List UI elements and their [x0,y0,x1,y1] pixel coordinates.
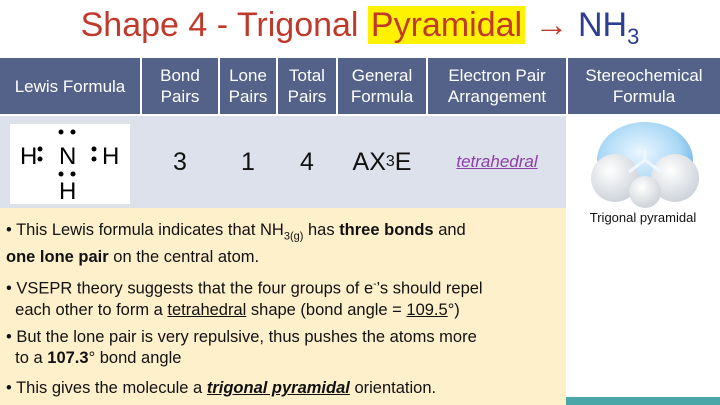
title-prefix: Shape 4 - Trigonal [80,6,368,44]
title-highlight: Pyramidal [368,6,525,44]
header-bond-pairs: Bond Pairs [142,58,218,114]
lewis-diagram [10,124,130,204]
title-formula [578,6,640,49]
note-bullet-2: • VSEPR theory suggests that the four groups of e-’s should repel each other to form a tetrahedral shape (bond angle = 109.5°) [6,279,483,319]
general-formula-sub: 3 [385,153,395,170]
note-bullet-4: • This gives the molecule a trigonal pyramidal orientation. [6,379,437,397]
header-stereochemical: Stereochemical Formula [568,58,720,114]
note-bullet-3: • But the lone pair is very repulsive, thus pushes the atoms more to a 107.3° bond angle [6,328,477,367]
lewis-h-left: H [20,143,38,170]
total-pairs-value: 4 [300,147,314,176]
header-lone-pairs: Lone Pairs [220,58,276,114]
bond-pairs-value: 3 [173,147,187,176]
header-total-pairs: Total Pairs [278,58,336,114]
title-formula-sub: 3 [627,23,640,49]
molecule-model-image [585,120,705,208]
lewis-structure [10,124,130,204]
general-formula-main: AX [352,147,386,176]
general-formula-tail: E [394,147,412,176]
header-lewis: Lewis Formula [0,58,140,114]
title-arrow: → [525,6,578,44]
decorative-bar [566,397,720,405]
lone-pairs-value: 1 [241,147,255,176]
lewis-n: N [59,143,77,170]
note-bullet-1: • This Lewis formula indicates that $NH_{3(g)}$ has three bonds and one lone pair on the central atom. [6,221,466,267]
general-formula-value [338,116,426,208]
electron-arrangement-link[interactable]: tetrahedral [456,152,538,171]
slide-title [0,6,720,50]
lewis-h-right: H [102,143,120,170]
header-general-formula: General Formula [338,58,426,114]
notes-panel [0,208,566,405]
header-electron-pair: Electron Pair Arrangement [428,58,566,114]
lewis-h-bottom: H [59,178,77,204]
stereo-caption: Trigonal pyramidal [589,210,697,225]
title-formula-main: NH [578,6,628,44]
